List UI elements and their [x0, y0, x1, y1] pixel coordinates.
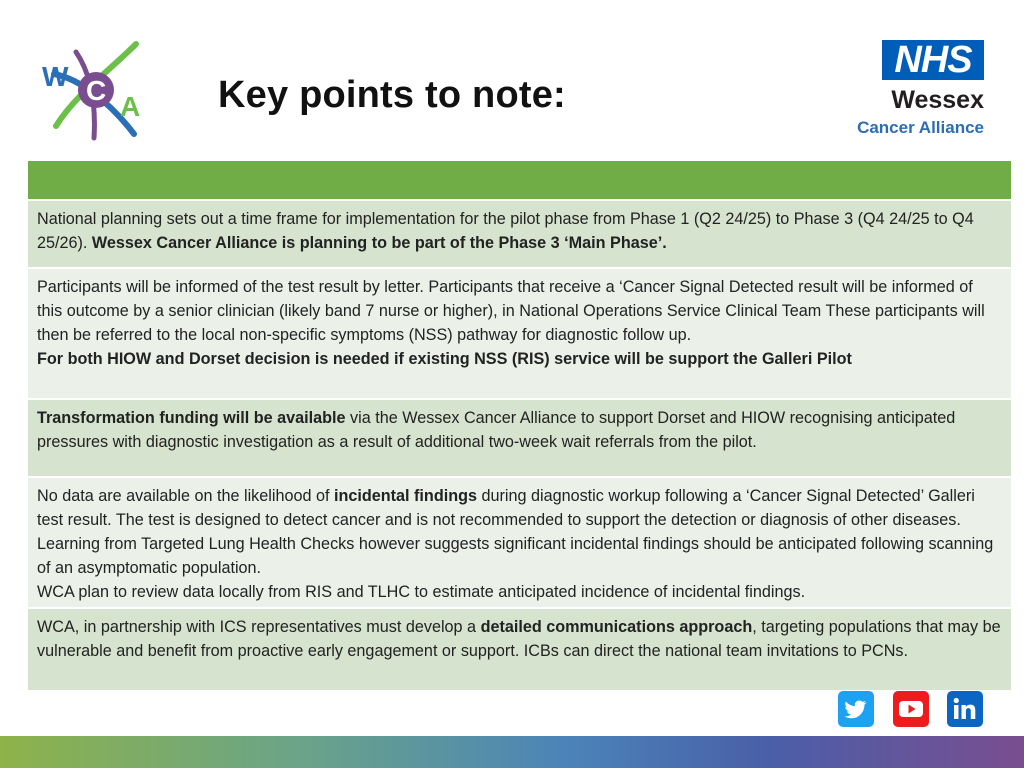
row-text: via the Wessex Cancer Alliance to support Dorset and HIOW recognising anticipated pressures with diagnostic investigation as a result of additional two-week wait referrals from the pilot.: [37, 409, 956, 451]
linkedin-icon: [947, 691, 983, 727]
nhs-logo: [846, 40, 986, 140]
row-text: National planning sets out a time frame for implementation for the pilot phase from Phase 1 (Q2 24/25) to Phase 3 (Q4 24/25 to Q4 25/26).: [37, 210, 974, 252]
page-title: Key points to note:: [218, 74, 566, 116]
table-row: [28, 476, 1011, 607]
linkedin-link[interactable]: [947, 691, 983, 727]
row-text-bold: For both HIOW and Dorset decision is needed if existing NSS (RIS) service will be support the Galleri Pilot: [37, 350, 852, 368]
row-text-bold: Transformation funding will be available: [37, 409, 346, 427]
table-row: [28, 607, 1011, 690]
wca-logo-graphic: [36, 34, 154, 146]
wca-logo-a: A: [120, 91, 141, 122]
row-text: Participants will be informed of the test result by letter. Participants that receive a ‘Cancer Signal Detected result will be informed of this outcome by a senior clinician (likely band 7 nurse or higher), in National Operations Service Clinical Team These participants will then be referred to the local non-specific symptoms (NSS) pathway for diagnostic follow up.: [37, 278, 985, 344]
row-text: No data are available on the likelihood of: [37, 487, 334, 505]
row-text: WCA plan to review data locally from RIS and TLHC to estimate anticipated incidence of incidental findings.: [37, 583, 806, 601]
wca-logo-c: C: [86, 75, 107, 106]
twitter-icon: [838, 691, 874, 727]
youtube-link[interactable]: [893, 691, 929, 727]
row-text: during diagnostic workup following a ‘Cancer Signal Detected’ Galleri test result. The test is designed to detect cancer and is not recommended to support the detection or diagnosis of other diseases. Learning from Targeted Lung Health Checks however suggests significant incidental findings should be anticipated following scanning of an asymptomatic population.: [37, 487, 994, 577]
twitter-link[interactable]: [838, 691, 874, 727]
table-row: [28, 398, 1011, 476]
wca-logo-w: W: [42, 61, 69, 92]
key-points-table: [28, 161, 1011, 690]
row-text: , targeting populations that may be vulnerable and benefit from proactive early engagement or support. ICBs can direct the national team invitations to PCNs.: [37, 618, 1001, 660]
nhs-logo-region: Wessex: [891, 86, 984, 114]
row-text-bold: incidental findings: [333, 487, 477, 505]
wca-logo: [36, 34, 154, 146]
footer-band: [0, 736, 1024, 768]
nhs-logo-mark: NHS: [882, 40, 984, 80]
row-text-bold: Wessex Cancer Alliance is planning to be part of the Phase 3 ‘Main Phase’.: [91, 234, 667, 252]
table-row: [28, 199, 1011, 267]
nhs-logo-subtitle: Cancer Alliance: [857, 118, 984, 137]
row-text-bold: detailed communications approach: [480, 618, 753, 636]
table-header: [28, 161, 1011, 199]
row-text: WCA, in partnership with ICS representatives must develop a: [37, 618, 481, 636]
table-row: [28, 267, 1011, 398]
youtube-icon: [893, 691, 929, 727]
